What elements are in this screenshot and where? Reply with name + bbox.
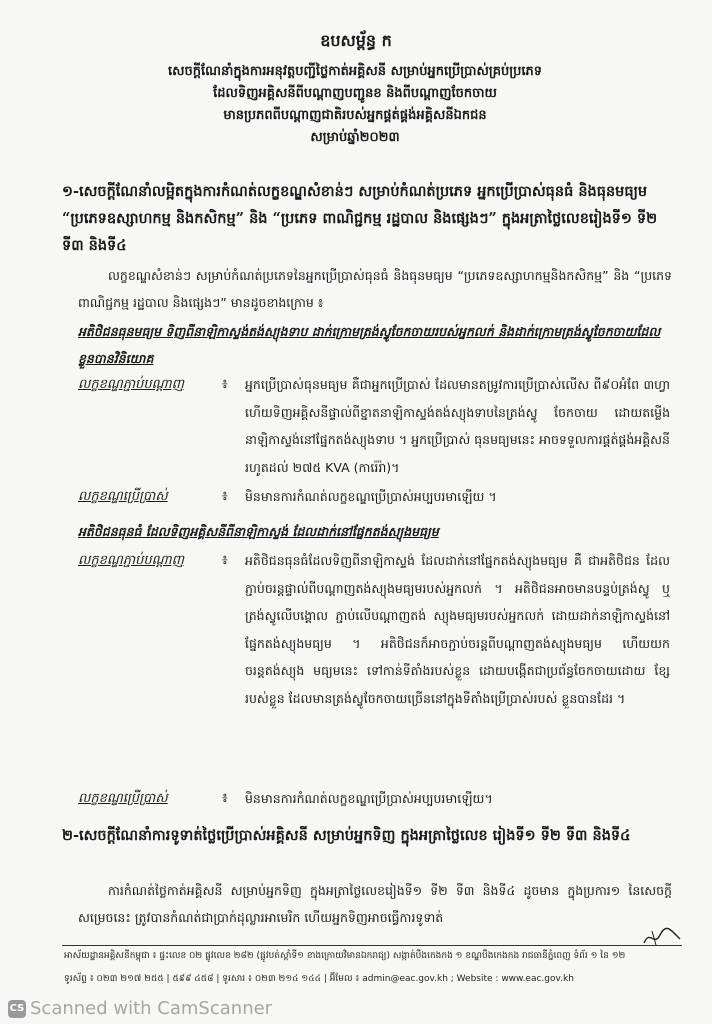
section-2-title: ២-សេចក្តីណែនាំការទូទាត់ថ្លៃប្រើប្រាស់អគ្គិសនី សម្រាប់អ្នកទិញ ក្នុងអត្រាថ្លៃលេខ រៀងទី១ ទី២ ទី៣ និងទី៤ (62, 827, 631, 844)
heading-line-4: សម្រាប់ឆ្នាំ២០២៣ (310, 130, 400, 145)
sub1-connection-label: លក្ខខណ្ឌភ្ជាប់បណ្តាញ (78, 377, 185, 392)
sub1-connection-colon: ៖ (222, 377, 228, 392)
sub1-usage-text: មិនមានការកំណត់លក្ខខណ្ឌប្រើប្រាស់អប្បបរមាឡើយ ។ (245, 489, 497, 504)
section-1-title: ១-សេចក្តីណែនាំលម្អិតក្នុងការកំណត់លក្ខខណ្ឌសំខាន់ៗ សម្រាប់កំណត់ប្រភេទ អ្នកប្រើប្រាស់ធុនធំ និងធុនមធ្យម “ប្រភេទឧស្សាហកម្ម និងកសិកម្ម” និង “ប្រភេទ ពាណិជ្ជកម្ម រដ្ឋបាល និងផ្សេងៗ” ក្នុងអត្រាថ្លៃលេខរៀងទី១ ទី២ ទី៣ និងទី៤ (62, 183, 658, 254)
sub1-connection-text: អ្នកប្រើប្រាស់ធុនមធ្យម គឺជាអ្នកប្រើប្រាស់ ដែលមានតម្រូវការប្រើប្រាស់លើស ពី៩០អំពែ ៣ហ្វា ហើយទិញអគ្គិសនីផ្ទាល់ពីខ្នាតនាឡិកាស្ទង់តង់ស្យុងទាបនៃត្រង់ស្វូ ចែកចាយ ដោយតម្លើងនាឡិកាស្ទង់នៅផ្នែកតង់ស្យុងទាប ។ អ្នកប្រើប្រាស់ ធុនមធ្យមនេះ អាចទទួលការផ្គត់ផ្គង់អគ្គិសនីរហូតដល់ ២៧៥ KVA (ការ៉េរ៉ា)។ (245, 377, 670, 475)
subsection-2-title: អតិថិជនធុនធំ ដែលទិញអគ្គិសនីពីនាឡិកាស្ទង់ ដែលដាក់នៅផ្នែកតង់ស្យុងមធ្យម (78, 524, 439, 539)
heading-line-1: សេចក្តីណែនាំក្នុងការអនុវត្តបញ្ជីថ្លៃកាត់អគ្គិសនី សម្រាប់អ្នកប្រើប្រាស់គ្រប់ប្រភេទ (168, 64, 542, 79)
sub1-usage-label: លក្ខខណ្ឌប្រើប្រាស់ (78, 489, 168, 504)
footer-address: អាស័យដ្ឋានអគ្គិសនីកម្ពុជា ៖ ផ្ទះលេខ ០២ ផ្លូវលេខ ២៨២ (ផ្លូវបត់ស្តាំទី១ ខាងក្រោយវិមានឯករាជ្យ) សង្កាត់បឹងកេងកង ១ ខណ្ឌបឹងកេងកង រាជធានីភ្នំពេញ ទំព័រ ១ នៃ ១២ (64, 951, 626, 961)
section-2-paragraph: ការកំណត់ថ្លៃកាត់អគ្គិសនី សម្រាប់អ្នកទិញ ក្នុងអត្រាថ្លៃលេខរៀងទី១ ទី២ ទី៣ និងទី៤ ដូចមាន ក្នុងប្រការ១ នៃសេចក្តីសម្រេចនេះ ត្រូវបានកំណត់ជាប្រាក់ដុល្លារអាមេរិក ហើយអ្នកទិញអាចធ្វើការទូទាត់ (78, 883, 672, 925)
sub1-usage-colon: ៖ (222, 489, 228, 504)
sub2-usage-text: មិនមានការកំណត់លក្ខខណ្ឌប្រើប្រាស់អប្បបរមាឡើយ។ (245, 791, 493, 806)
sub2-usage-colon: ៖ (222, 791, 228, 806)
heading-line-2: ដែលទិញអគ្គិសនីពីបណ្តាញបញ្ជូនខ និងពីបណ្តាញចែកចាយ (213, 86, 497, 101)
sub2-usage-label: លក្ខខណ្ឌប្រើប្រាស់ (78, 791, 168, 806)
camscanner-icon: CS (8, 1000, 26, 1018)
sub2-connection-label: លក្ខខណ្ឌភ្ជាប់បណ្តាញ (78, 553, 185, 568)
footer-divider (62, 945, 682, 946)
footer-contact: ទូរស័ព្ទ ៖ ០២៣ ២១៧ ២៥៥ | ៥៩៩ ៤៥៨ | ទូរសារ ៖ ០២៣ ២១៤ ១៤៤ | អ៊ីមែល ៖ admin@eac.gov.kh ; Website : www.eac.gov.kh (64, 974, 574, 984)
sub2-connection-text: អតិថិជនធុនធំដែលទិញពីនាឡិកាស្ទង់ ដែលដាក់នៅផ្នែកតង់ស្យុងមធ្យម គឺ ជាអតិថិជន ដែលភ្ជាប់ចរន្តផ្ទាល់ពីបណ្តាញតង់ស្យុងមធ្យមរបស់អ្នកលក់ ។ អតិថិជនអាចមានបន្ទប់ត្រង់ស្វូ ឬត្រង់ស្វូលើបង្គោល ភ្ជាប់លើបណ្តាញតង់ ស្យុងមធ្យមរបស់អ្នកលក់ ដោយដាក់នាឡិកាស្ទង់នៅផ្នែកតង់ស្យុងមធ្យម ។ អតិថិជនក៏អាចភ្ជាប់ចរន្តពីបណ្តាញតង់ស្យុងមធ្យម ហើយយកចរន្តតង់ស្យុង មធ្យមនេះ ទៅកាន់ទីតាំងរបស់ខ្លួន ដោយបង្កើតជាប្រព័ន្ធចែកចាយដោយ ខ្សែរបស់ខ្លួន ដែលមានត្រង់ស្វូចែកចាយច្រើននៅក្នុងទីតាំងប្រើប្រាស់របស់ ខ្លួនបានដែរ ។ (245, 553, 670, 706)
sub2-connection-colon: ៖ (222, 553, 228, 568)
intro-paragraph: លក្ខខណ្ឌសំខាន់ៗ សម្រាប់កំណត់ប្រភេទនៃអ្នកប្រើប្រាស់ធុនធំ និងធុនមធ្យម “ប្រភេទឧស្សាហកម្មនិងកសិកម្ម” និង “ប្រភេទពាណិជ្ជកម្ម រដ្ឋបាល និងផ្សេងៗ” មានដូចខាងក្រោម ៖ (78, 268, 672, 310)
scanner-watermark: Scanned with CamScanner (30, 998, 273, 1019)
heading-line-3: មានប្រភពពីបណ្តាញជាតិរបស់អ្នកផ្គត់ផ្គង់អគ្គិសនីឯកជន (223, 108, 487, 123)
subsection-1-title: អតិថិជនធុនមធ្យម ទិញពីនាឡិកាស្ទង់តង់ស្យុងទាប ដាក់ក្រោមត្រង់ស្វូចែកចាយរបស់អ្នកលក់ និងដាក់ក្រោមត្រង់ស្វូចែកចាយដែលខ្លួនបានវិនិយោគ (78, 324, 661, 366)
annex-title: ឧបសម្ព័ន្ធ ក (320, 31, 392, 50)
